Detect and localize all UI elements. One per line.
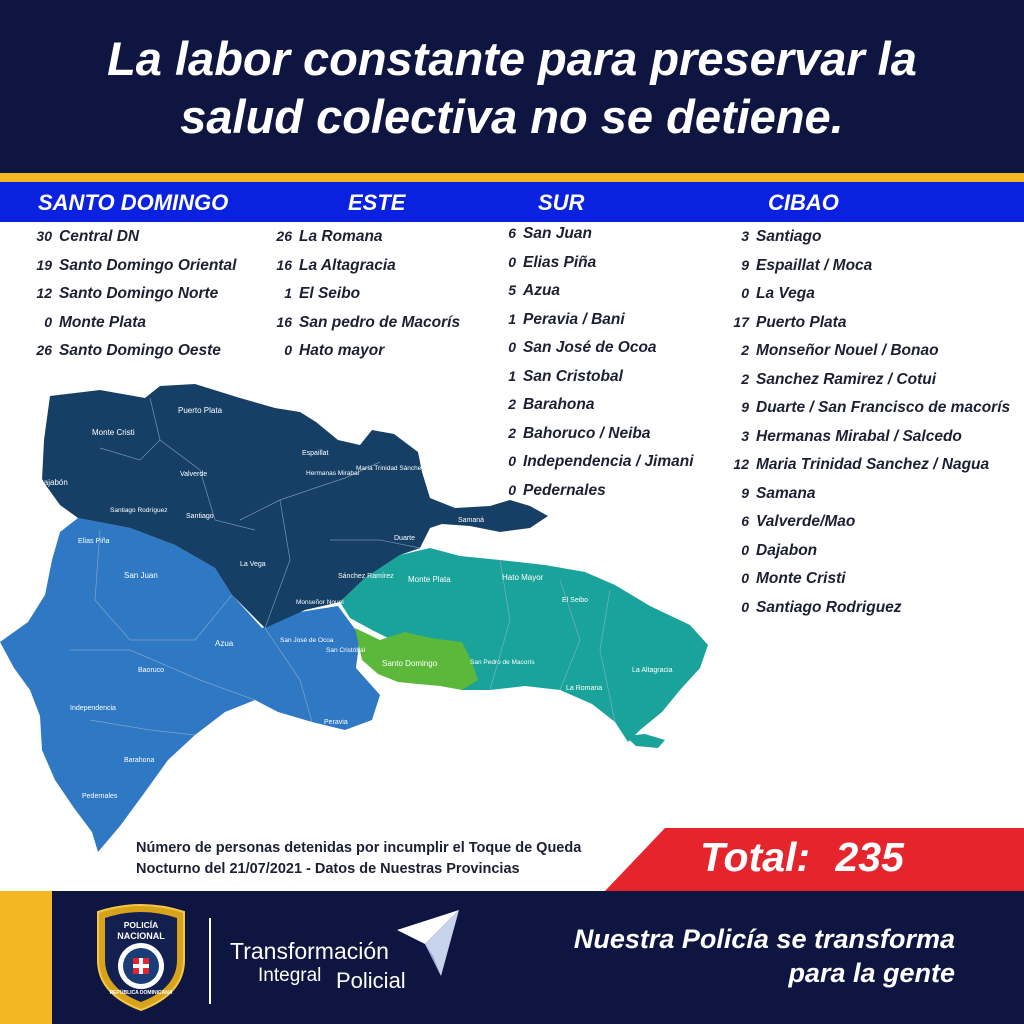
- list-item: [500, 248, 694, 277]
- count: 1: [508, 367, 516, 384]
- label-santo-domingo: Santo Domingo: [382, 659, 438, 668]
- list-item: [30, 222, 236, 251]
- count: 0: [741, 285, 749, 301]
- note-line-2: Nocturno del 21/07/2021 - Datos de Nuestras Provincias: [136, 861, 520, 877]
- label-monte-plata: Monte Plata: [408, 575, 451, 584]
- count: 26: [276, 228, 292, 244]
- province-name: Santo Domingo Norte: [59, 285, 219, 302]
- province-name: Pedernales: [523, 481, 606, 499]
- province-name: Azua: [523, 282, 561, 299]
- police-badge-icon: [92, 902, 190, 1012]
- count: 0: [508, 339, 516, 355]
- list-item: [727, 593, 1010, 622]
- label-espaillat: Espaillat: [302, 450, 329, 457]
- total-display: [700, 834, 904, 881]
- headline-line-2: salud colectiva no se detiene.: [180, 90, 844, 143]
- footer-divider: [209, 918, 211, 1004]
- province-name: Santiago: [756, 228, 822, 245]
- brand-line-2b: Policial: [336, 968, 406, 993]
- province-name: San Cristobal: [523, 367, 623, 385]
- province-name: Sanchez Ramirez / Cotui: [756, 370, 937, 388]
- list-item: [500, 333, 694, 362]
- list-item: [727, 279, 1010, 308]
- province-name: La Altagracia: [299, 256, 396, 274]
- region-title-santo-domingo: SANTO DOMINGO: [38, 190, 229, 215]
- map-note: [136, 838, 581, 880]
- count: 17: [733, 313, 749, 330]
- count: 9: [741, 484, 749, 501]
- list-item: [270, 279, 460, 308]
- region-list-santo-domingo: [30, 222, 236, 365]
- list-item: [727, 336, 1010, 365]
- count: 12: [36, 285, 52, 301]
- list-item: [727, 251, 1010, 280]
- map-island-saona: [625, 734, 665, 748]
- label-hato-mayor: Hato Mayor: [502, 573, 544, 582]
- label-hermanas-mirabal: Hermanas Mirabal: [306, 470, 360, 477]
- label-san-jose-de-ocoa: San José de Ocoa: [280, 637, 334, 644]
- count: 0: [741, 570, 749, 586]
- label-monsenor-nouel: Monseñor Nouel: [296, 599, 344, 606]
- province-name: Hermanas Mirabal / Salcedo: [756, 427, 962, 445]
- count: 3: [741, 228, 749, 244]
- province-name: Duarte / San Francisco de macorís: [756, 399, 1011, 416]
- list-item: [727, 222, 1010, 251]
- count: 0: [508, 481, 516, 498]
- label-monte-cristi: Monte Cristi: [92, 428, 135, 437]
- list-item: [727, 479, 1010, 508]
- badge-ring-text: REPÚBLICA DOMINICANA: [109, 990, 173, 996]
- headline: [0, 30, 1024, 146]
- headline-line-1: La labor constante para preservar la: [107, 32, 917, 85]
- list-item: [270, 336, 460, 365]
- brand-line-2a: Integral: [258, 965, 322, 986]
- label-baoruco: Baoruco: [138, 667, 165, 674]
- note-line-1: Número de personas detenidas por incumplir el Toque de Queda: [136, 840, 582, 856]
- badge-text-middle: NACIONAL: [117, 931, 165, 941]
- count: 0: [284, 342, 292, 358]
- province-name: Santo Domingo Oriental: [59, 256, 237, 274]
- label-pedernales: Pedernales: [82, 793, 118, 800]
- list-item: [30, 279, 236, 308]
- label-peravia: Peravia: [324, 719, 348, 726]
- count: 9: [741, 256, 749, 273]
- province-name: Barahona: [523, 396, 595, 413]
- paper-plane-icon: [395, 908, 461, 978]
- region-title-este: ESTE: [348, 190, 406, 215]
- list-item: [270, 308, 460, 337]
- region-list-este: [270, 222, 460, 365]
- label-san-juan: San Juan: [124, 571, 158, 580]
- list-item: [30, 336, 236, 365]
- count: 16: [276, 256, 292, 273]
- label-azua: Azua: [215, 639, 234, 648]
- list-item: [727, 564, 1010, 593]
- province-name: Valverde/Mao: [756, 513, 856, 530]
- list-item: [270, 222, 460, 251]
- count: 2: [508, 424, 516, 441]
- count: 30: [36, 228, 52, 244]
- count: 0: [44, 313, 52, 330]
- count: 0: [741, 598, 749, 615]
- province-name: Hato mayor: [299, 342, 385, 359]
- badge-text-top: POLICÍA: [123, 920, 159, 930]
- province-name: Monte Cristi: [756, 570, 846, 587]
- province-name: San José de Ocoa: [523, 339, 657, 356]
- list-item: [727, 422, 1010, 451]
- province-name: Monseñor Nouel / Bonao: [756, 342, 939, 359]
- count: 3: [741, 427, 749, 444]
- list-item: [727, 393, 1010, 422]
- count: 1: [508, 310, 516, 327]
- count: 26: [36, 342, 52, 358]
- label-puerto-plata: Puerto Plata: [178, 406, 223, 415]
- list-item: [727, 536, 1010, 565]
- province-name: Dajabon: [756, 541, 818, 559]
- badge-emblem-cross-h: [133, 964, 149, 968]
- slogan-line-1: Nuestra Policía se transforma: [573, 924, 955, 954]
- count: 5: [508, 282, 516, 298]
- dominican-republic-map: [0, 367, 720, 870]
- label-maria-trinidad-sanchez: María Trinidad Sánchez: [356, 465, 425, 472]
- count: 2: [741, 370, 749, 387]
- province-name: Santiago Rodriguez: [756, 598, 902, 616]
- label-valverde: Valverde: [180, 471, 208, 478]
- region-title-sur: SUR: [538, 190, 585, 215]
- label-elias-pina: Elías Piña: [78, 538, 110, 545]
- province-name: Puerto Plata: [756, 313, 847, 331]
- label-la-altagracia: La Altagracia: [632, 667, 673, 674]
- region-title-cibao: CIBAO: [768, 190, 839, 215]
- province-name: Santo Domingo Oeste: [59, 342, 221, 359]
- label-duarte: Duarte: [394, 535, 416, 542]
- list-item: [500, 219, 694, 248]
- region-list-cibao: [727, 222, 1010, 621]
- footer-gold-stripe: [0, 891, 52, 1024]
- province-name: La Romana: [299, 228, 383, 245]
- count: 9: [741, 399, 749, 415]
- label-el-seibo: El Seibo: [562, 597, 589, 604]
- province-name: Peravia / Bani: [523, 310, 625, 328]
- count: 16: [276, 313, 292, 330]
- province-name: Independencia / Jimani: [523, 453, 694, 470]
- province-name: Elias Piña: [523, 253, 597, 271]
- count: 6: [508, 225, 516, 241]
- list-item: [727, 365, 1010, 394]
- count: 2: [508, 396, 516, 412]
- count: 12: [733, 456, 749, 472]
- province-name: Maria Trinidad Sanchez / Nagua: [756, 456, 990, 473]
- province-name: La Vega: [756, 285, 815, 302]
- count: 0: [508, 253, 516, 270]
- list-item: [500, 305, 694, 334]
- province-name: San pedro de Macorís: [299, 313, 461, 331]
- gold-stripe: [0, 173, 1024, 182]
- label-santiago: Santiago: [186, 513, 214, 520]
- list-item: [727, 507, 1010, 536]
- province-name: Bahoruco / Neiba: [523, 424, 651, 442]
- label-samana: Samaná: [458, 517, 485, 524]
- list-item: [270, 251, 460, 280]
- label-sanchez-ramirez: Sánchez Ramírez: [338, 573, 394, 580]
- count: 19: [36, 256, 52, 273]
- province-name: Monte Plata: [59, 313, 146, 331]
- province-name: Espaillat / Moca: [756, 256, 873, 274]
- count: 0: [508, 453, 516, 469]
- slogan: [520, 922, 955, 990]
- province-name: San Juan: [523, 225, 592, 242]
- slogan-line-2: para la gente: [788, 958, 955, 988]
- label-la-vega: La Vega: [240, 561, 266, 568]
- total-value: 235: [835, 834, 904, 880]
- label-barahona: Barahona: [124, 757, 155, 764]
- label-independencia: Independencia: [70, 705, 116, 712]
- province-name: El Seibo: [299, 285, 361, 302]
- list-item: [30, 308, 236, 337]
- count: 0: [741, 541, 749, 558]
- count: 6: [741, 513, 749, 529]
- list-item: [727, 308, 1010, 337]
- list-item: [30, 251, 236, 280]
- brand-line-1: Transformación: [230, 938, 389, 964]
- count: 1: [284, 285, 292, 301]
- list-item: [500, 276, 694, 305]
- label-santiago-rodriguez: Santiago Rodríguez: [110, 507, 168, 514]
- total-label: Total:: [700, 834, 811, 880]
- province-name: Samana: [756, 484, 816, 502]
- label-san-cristobal: San Cristóbal: [326, 647, 366, 654]
- province-name: Central DN: [59, 228, 140, 245]
- label-san-pedro-de-macoris: San Pedro de Macorís: [470, 659, 535, 666]
- count: 2: [741, 342, 749, 358]
- list-item: [727, 450, 1010, 479]
- label-la-romana: La Romana: [566, 685, 603, 692]
- label-dajabon: Dajabón: [38, 478, 68, 487]
